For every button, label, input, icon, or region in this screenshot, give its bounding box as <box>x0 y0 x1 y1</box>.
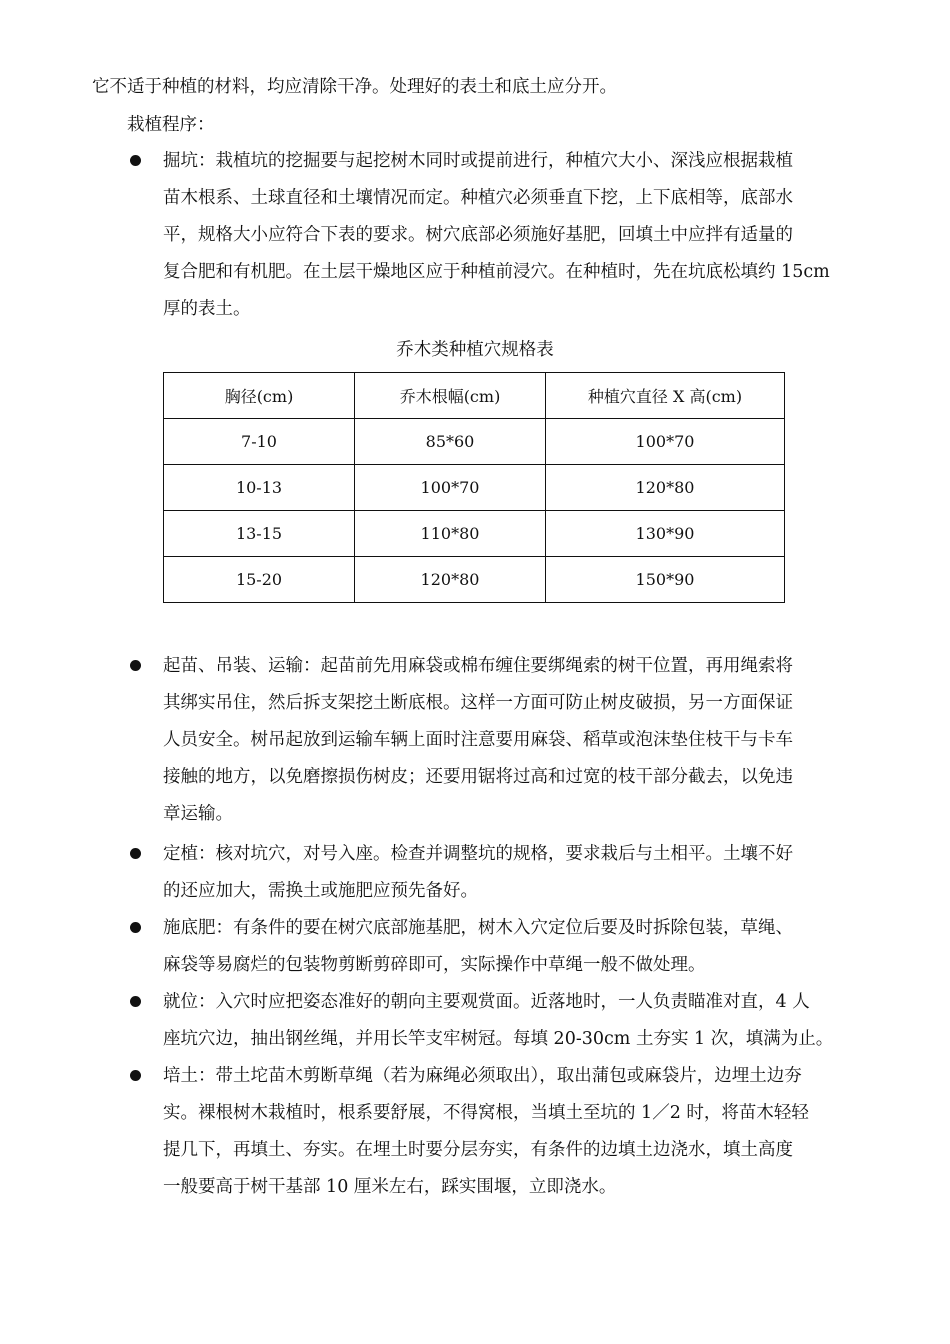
table-cell: 100*70 <box>355 465 546 511</box>
bullet-icon <box>130 1070 141 1081</box>
bullet-line: 掘坑：栽植坑的挖掘要与起挖树木同时或提前进行，种植穴大小、深浅应根据栽植 <box>163 151 793 171</box>
intro-line: 它不适于种植的材料，均应清除干净。处理好的表土和底土应分开。 <box>92 77 617 97</box>
bullet-line: 座坑穴边，抽出钢丝绳，并用长竿支牢树冠。每填 20-30cm 土夯实 1 次，填满为止。 <box>163 1029 834 1049</box>
table-row <box>164 465 785 511</box>
table-header-cell: 乔木根幅(cm) <box>355 373 546 419</box>
table-cell: 120*80 <box>546 465 785 511</box>
table-row <box>164 419 785 465</box>
table-cell: 150*90 <box>546 557 785 603</box>
bullet-icon <box>130 155 141 166</box>
bullet-line: 厚的表土。 <box>163 299 251 319</box>
table-header-cell: 胸径(cm) <box>164 373 355 419</box>
bullet-line: 培土：带土坨苗木剪断草绳（若为麻绳必须取出），取出蒲包或麻袋片，边埋土边夯 <box>163 1066 802 1086</box>
table-cell: 10-13 <box>164 465 355 511</box>
bullet-icon <box>130 922 141 933</box>
bullet-line: 人员安全。树吊起放到运输车辆上面时注意要用麻袋、稻草或泡沫垫住枝干与卡车 <box>163 730 793 750</box>
bullet-icon <box>130 660 141 671</box>
table-cell: 110*80 <box>355 511 546 557</box>
table-cell: 85*60 <box>355 419 546 465</box>
table-cell: 7-10 <box>164 419 355 465</box>
bullet-icon <box>130 848 141 859</box>
bullet-line: 章运输。 <box>163 804 233 824</box>
table-cell: 15-20 <box>164 557 355 603</box>
bullet-line: 苗木根系、土球直径和土壤情况而定。种植穴必须垂直下挖，上下底相等，底部水 <box>163 188 793 208</box>
bullet-line: 其绑实吊住，然后拆支架挖土断底根。这样一方面可防止树皮破损，另一方面保证 <box>163 693 793 713</box>
planting-hole-spec-table <box>163 372 785 603</box>
bullet-line: 起苗、吊装、运输：起苗前先用麻袋或棉布缠住要绑绳索的树干位置，再用绳索将 <box>163 656 793 676</box>
bullet-line: 麻袋等易腐烂的包装物剪断剪碎即可，实际操作中草绳一般不做处理。 <box>163 955 706 975</box>
bullet-icon <box>130 996 141 1007</box>
bullet-line: 平，规格大小应符合下表的要求。树穴底部必须施好基肥，回填土中应拌有适量的 <box>163 225 793 245</box>
bullet-line: 提几下，再填土、夯实。在埋土时要分层夯实，有条件的边填土边浇水，填土高度 <box>163 1140 793 1160</box>
bullet-line: 施底肥：有条件的要在树穴底部施基肥，树木入穴定位后要及时拆除包装，草绳、 <box>163 918 793 938</box>
table-header-cell: 种植穴直径 X 高(cm) <box>546 373 785 419</box>
bullet-line: 的还应加大，需换土或施肥应预先备好。 <box>163 881 478 901</box>
bullet-line: 一般要高于树干基部 10 厘米左右，踩实围堰，立即浇水。 <box>163 1177 617 1197</box>
table-row <box>164 511 785 557</box>
bullet-line: 实。裸根树木栽植时，根系要舒展，不得窝根，当填土至坑的 1／2 时，将苗木轻轻 <box>163 1103 809 1123</box>
table-cell: 100*70 <box>546 419 785 465</box>
section-heading: 栽植程序： <box>127 115 215 135</box>
table-cell: 13-15 <box>164 511 355 557</box>
bullet-line: 接触的地方，以免磨擦损伤树皮；还要用锯将过高和过宽的枝干部分截去，以免违 <box>163 767 793 787</box>
table-caption: 乔木类种植穴规格表 <box>396 340 554 360</box>
table-cell: 130*90 <box>546 511 785 557</box>
bullet-line: 就位：入穴时应把姿态准好的朝向主要观赏面。近落地时，一人负责瞄准对直，4 人 <box>163 992 810 1012</box>
bullet-line: 复合肥和有机肥。在土层干燥地区应于种植前浸穴。在种植时，先在坑底松填约 15cm <box>163 262 830 282</box>
table-header-row <box>164 373 785 419</box>
bullet-line: 定植：核对坑穴，对号入座。检查并调整坑的规格，要求栽后与土相平。土壤不好 <box>163 844 793 864</box>
table-cell: 120*80 <box>355 557 546 603</box>
table-row <box>164 557 785 603</box>
